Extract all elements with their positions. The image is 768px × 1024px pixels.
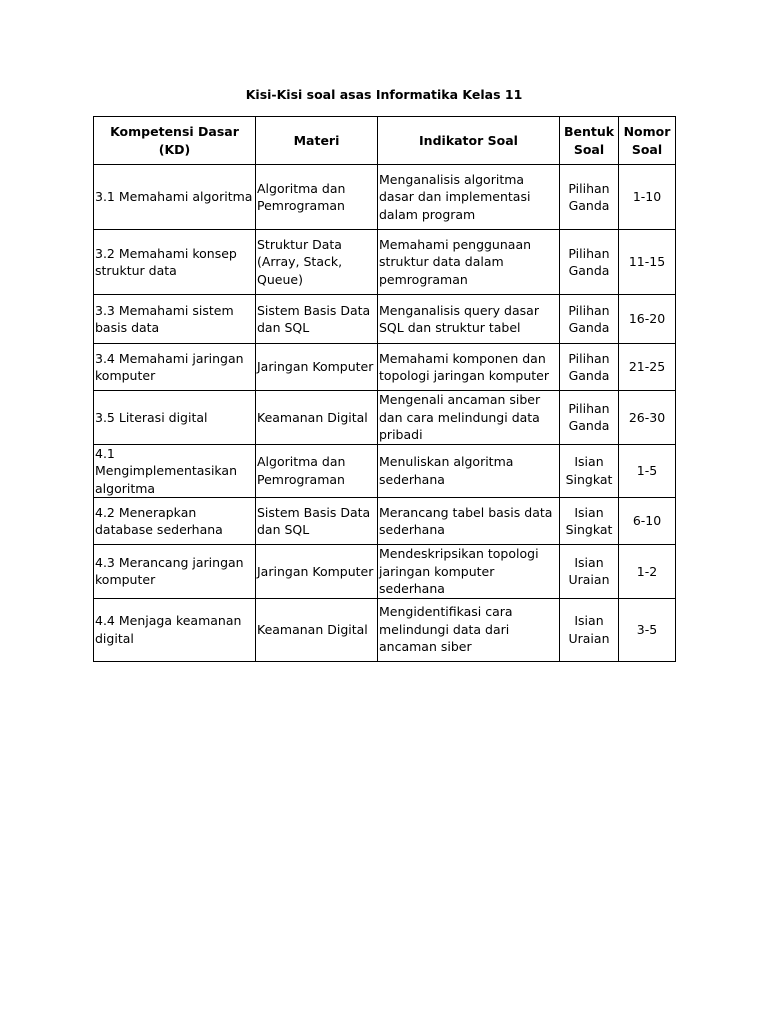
cell-kd: 4.2 Menerapkan database sederhana [94, 498, 256, 545]
header-kompetensi-dasar: Kompetensi Dasar (KD) [94, 117, 256, 165]
cell-nomor: 1-2 [619, 545, 676, 599]
cell-kd: 4.3 Merancang jaringan komputer [94, 545, 256, 599]
cell-nomor: 11-15 [619, 230, 676, 295]
cell-nomor: 1-5 [619, 444, 676, 498]
cell-indikator: Memahami komponen dan topologi jaringan komputer [378, 344, 560, 391]
table-row [94, 230, 676, 295]
cell-bentuk: Pilihan Ganda [560, 391, 619, 445]
cell-indikator: Merancang tabel basis data sederhana [378, 498, 560, 545]
cell-kd: 3.3 Memahami sistem basis data [94, 295, 256, 344]
header-bentuk-soal: Bentuk Soal [560, 117, 619, 165]
cell-bentuk: Isian Singkat [560, 444, 619, 498]
cell-bentuk: Isian Uraian [560, 545, 619, 599]
cell-materi: Jaringan Komputer [256, 344, 378, 391]
table-row [94, 165, 676, 230]
header-materi: Materi [256, 117, 378, 165]
cell-nomor: 1-10 [619, 165, 676, 230]
cell-kd: 4.4 Menjaga keamanan digital [94, 598, 256, 661]
table-row [94, 598, 676, 661]
cell-bentuk: Isian Singkat [560, 498, 619, 545]
cell-indikator: Mengidentifikasi cara melindungi data dari ancaman siber [378, 598, 560, 661]
cell-indikator: Memahami penggunaan struktur data dalam pemrograman [378, 230, 560, 295]
table-row [94, 295, 676, 344]
table-row [94, 444, 676, 498]
cell-kd: 3.4 Memahami jaringan komputer [94, 344, 256, 391]
cell-kd: 3.5 Literasi digital [94, 391, 256, 445]
cell-bentuk: Pilihan Ganda [560, 165, 619, 230]
cell-indikator: Menganalisis query dasar SQL dan struktur tabel [378, 295, 560, 344]
cell-nomor: 21-25 [619, 344, 676, 391]
table-row [94, 545, 676, 599]
table-header-row [94, 117, 676, 165]
cell-bentuk: Pilihan Ganda [560, 344, 619, 391]
cell-materi: Algoritma dan Pemrograman [256, 444, 378, 498]
header-nomor-soal: Nomor Soal [619, 117, 676, 165]
cell-materi: Sistem Basis Data dan SQL [256, 295, 378, 344]
cell-nomor: 26-30 [619, 391, 676, 445]
cell-kd: 3.1 Memahami algoritma [94, 165, 256, 230]
header-indikator-soal: Indikator Soal [378, 117, 560, 165]
cell-materi: Struktur Data (Array, Stack, Queue) [256, 230, 378, 295]
cell-materi: Jaringan Komputer [256, 545, 378, 599]
cell-materi: Algoritma dan Pemrograman [256, 165, 378, 230]
cell-indikator: Mendeskripsikan topologi jaringan komputer sederhana [378, 545, 560, 599]
cell-indikator: Menganalisis algoritma dasar dan implementasi dalam program [378, 165, 560, 230]
cell-kd: 3.2 Memahami konsep struktur data [94, 230, 256, 295]
cell-bentuk: Pilihan Ganda [560, 295, 619, 344]
table-row [94, 391, 676, 445]
page-title: Kisi-Kisi soal asas Informatika Kelas 11 [245, 87, 523, 102]
cell-kd: 4.1 Mengimplementasikan algoritma [94, 444, 256, 498]
table-row [94, 344, 676, 391]
cell-nomor: 16-20 [619, 295, 676, 344]
cell-indikator: Menuliskan algoritma sederhana [378, 444, 560, 498]
cell-materi: Sistem Basis Data dan SQL [256, 498, 378, 545]
cell-nomor: 3-5 [619, 598, 676, 661]
table-row [94, 498, 676, 545]
cell-bentuk: Pilihan Ganda [560, 230, 619, 295]
cell-bentuk: Isian Uraian [560, 598, 619, 661]
cell-materi: Keamanan Digital [256, 598, 378, 661]
cell-nomor: 6-10 [619, 498, 676, 545]
cell-indikator: Mengenali ancaman siber dan cara melindungi data pribadi [378, 391, 560, 445]
cell-materi: Keamanan Digital [256, 391, 378, 445]
kisi-kisi-table [93, 116, 676, 662]
